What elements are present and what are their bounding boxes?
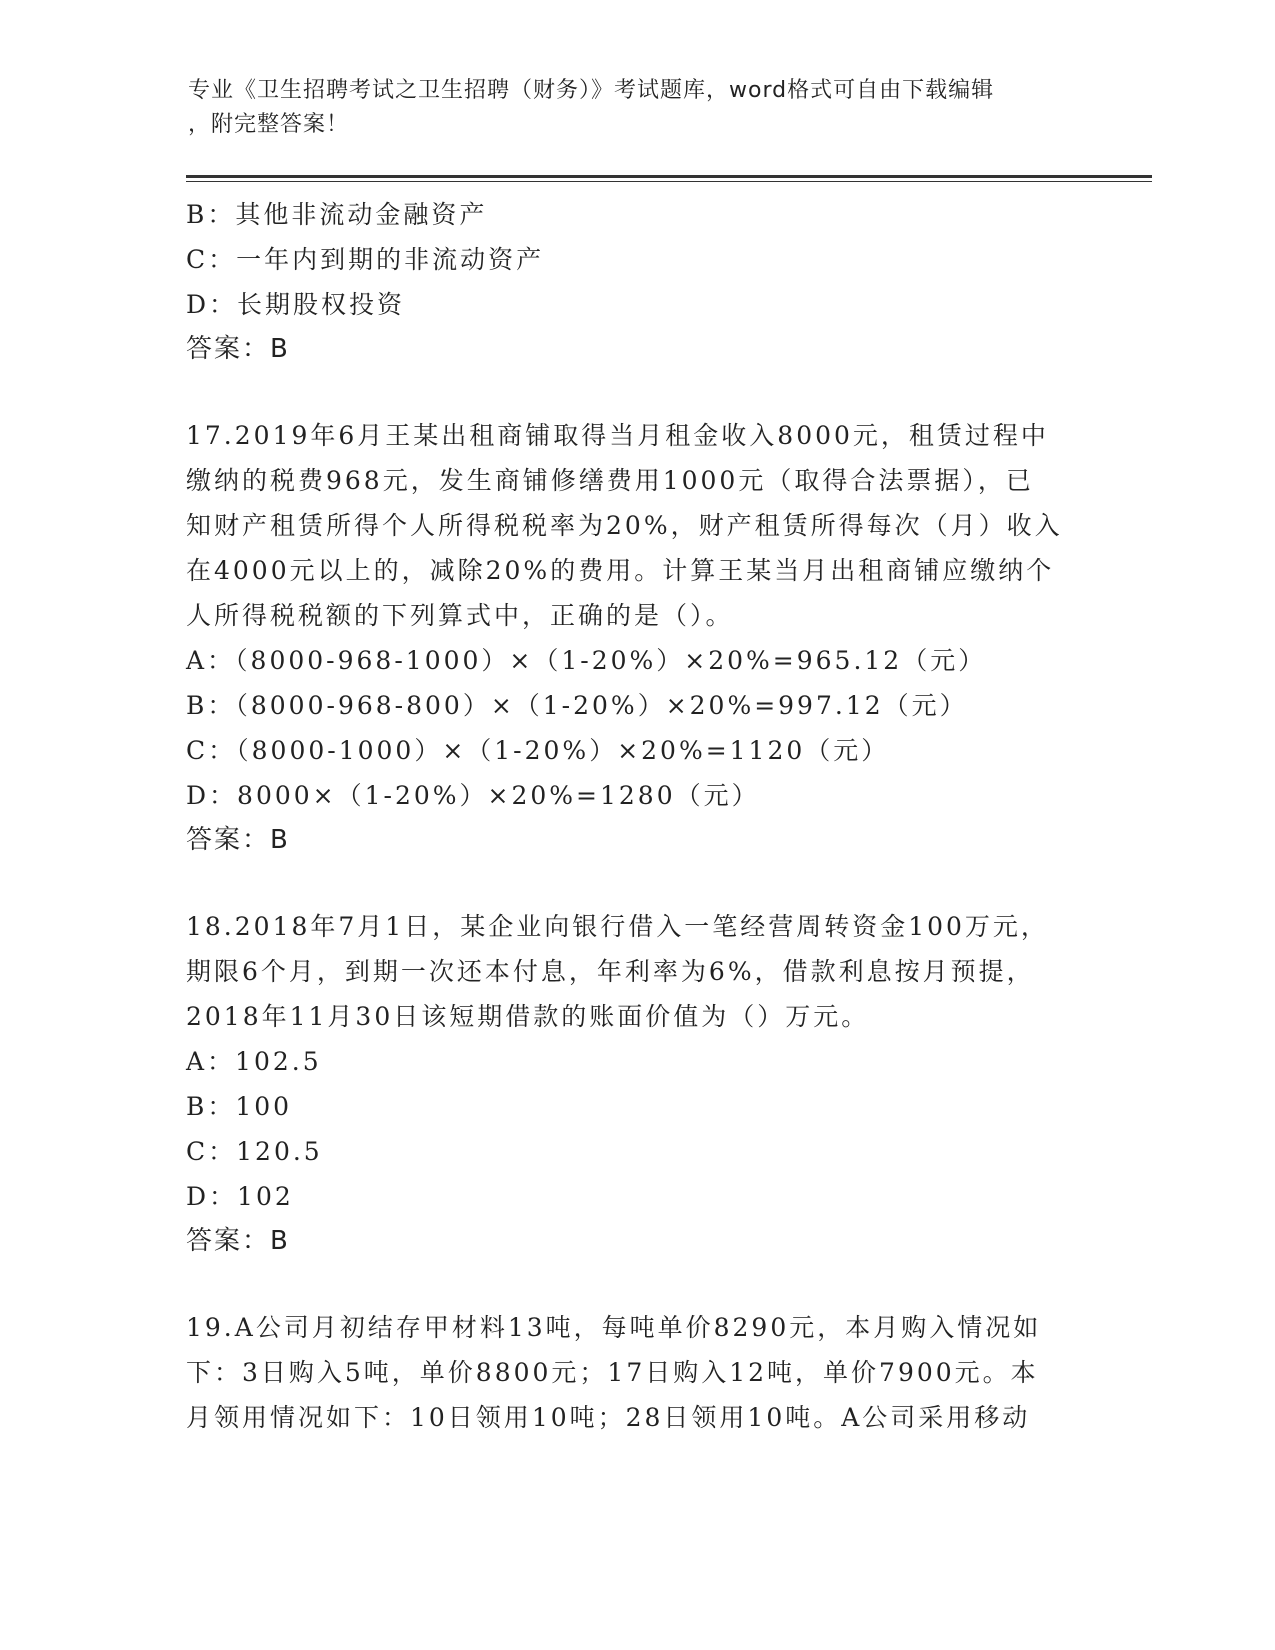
header-divider-thick [186,175,1152,178]
header-divider-thin [186,181,1152,182]
q17-option-c: C：（8000-1000）×（1-20%）×20%=1120（元） [186,736,890,765]
q16-answer: 答案：B [186,334,290,364]
q17-option-b: B：（8000-968-800）×（1-20%）×20%=997.12（元） [186,691,968,720]
question-content [186,192,1086,1440]
q18-stem-line-1: 18.2018年7月1日，某企业向银行借入一笔经营周转资金100万元， [186,912,1049,941]
q18-answer: 答案：B [186,1226,290,1256]
q16-option-c: C：一年内到期的非流动资产 [186,245,545,274]
q18-option-b: B：100 [186,1092,293,1121]
q17-stem-line-4: 在4000元以上的，减除20%的费用。计算王某当月出租商铺应缴纳个 [186,556,1055,585]
q17-stem-line-2: 缴纳的税费968元，发生商铺修缮费用1000元（取得合法票据），已 [186,466,1034,495]
document-header [188,74,1068,142]
q18-option-d: D：102 [186,1182,294,1211]
q19-stem-line-2: 下：3日购入5吨，单价8800元；17日购入12吨，单价7900元。本 [186,1358,1039,1387]
q18-option-c: C：120.5 [186,1137,323,1166]
q16-option-b: B：其他非流动金融资产 [186,200,488,229]
q19-stem-line-3: 月领用情况如下：10日领用10吨；28日领用10吨。A公司采用移动 [186,1403,1031,1432]
q18-stem-line-3: 2018年11月30日该短期借款的账面价值为（）万元。 [186,1002,870,1031]
header-line-2: ，附完整答案！ [188,112,350,137]
q17-stem-line-5: 人所得税税额的下列算式中，正确的是（）。 [186,601,734,630]
header-line-1: 专业《卫生招聘考试之卫生招聘（财务）》考试题库，word格式可自由下载编辑 [188,78,995,103]
q17-stem-line-3: 知财产租赁所得个人所得税税率为20%，财产租赁所得每次（月）收入 [186,511,1063,540]
q17-answer: 答案：B [186,825,290,855]
q17-option-d: D：8000×（1-20%）×20%=1280（元） [186,781,760,810]
q18-stem-line-2: 期限6个月，到期一次还本付息，年利率为6%，借款利息按月预提， [186,957,1035,986]
q19-stem-line-1: 19.A公司月初结存甲材料13吨，每吨单价8290元，本月购入情况如 [186,1313,1042,1342]
q17-stem-line-1: 17.2019年6月王某出租商铺取得当月租金收入8000元，租赁过程中 [186,421,1049,450]
q18-option-a: A：102.5 [186,1047,322,1076]
q16-option-d: D：长期股权投资 [186,290,406,319]
q17-option-a: A：（8000-968-1000）×（1-20%）×20%=965.12（元） [186,646,987,675]
